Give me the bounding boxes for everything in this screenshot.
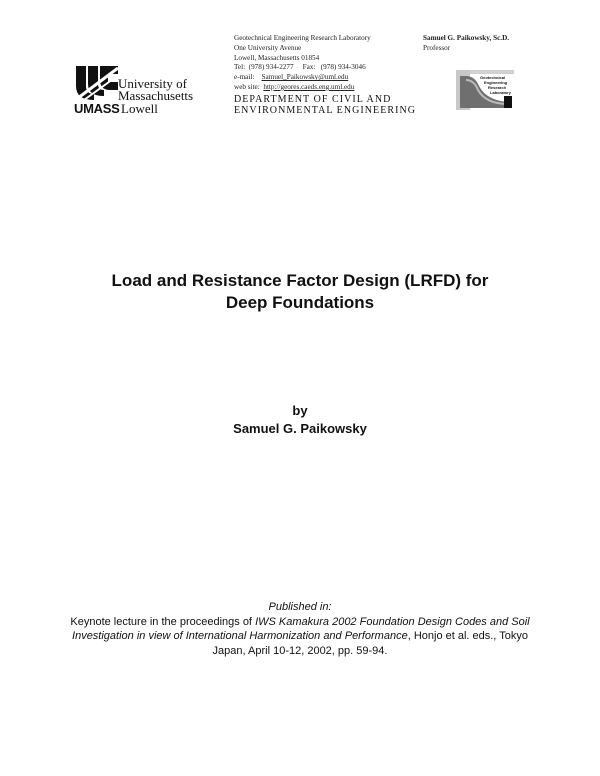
- umass-logo-mark-icon: [74, 64, 122, 102]
- department-name: [234, 94, 416, 116]
- address-line: Geotechnical Engineering Research Laboratory: [234, 34, 371, 42]
- website-line: [234, 83, 371, 93]
- email-line: [234, 73, 371, 83]
- lab-logo-line1: Geotechnical: [480, 75, 506, 80]
- by-word: by: [292, 403, 308, 418]
- publication-info: [60, 600, 540, 658]
- department-line1: DEPARTMENT OF CIVIL AND: [234, 94, 392, 105]
- published-heading: Published in:: [268, 601, 332, 613]
- lab-logo-line3: Research: [488, 85, 507, 90]
- proceedings-title: IWS Kamakura 2002 Foundation Design Codes and Soil Investigation in view of International Harmonization and Performance: [72, 615, 530, 642]
- email-link[interactable]: Samuel_Paikowsky@uml.edu: [261, 73, 349, 82]
- professor-block: [423, 34, 509, 54]
- fax-label: Fax:: [302, 63, 316, 72]
- professor-title: Professor: [423, 43, 451, 52]
- fax-number: (978) 934-3046: [320, 63, 366, 72]
- tel-label: Tel:: [234, 63, 246, 72]
- university-name: [118, 78, 193, 102]
- professor-name: Samuel G. Paikowsky, Sc.D.: [423, 34, 510, 42]
- campus-name: Lowell: [121, 101, 158, 116]
- geotechnical-lab-logo: [456, 70, 514, 110]
- byline: [60, 402, 540, 438]
- department-line2: ENVIRONMENTAL ENGINEERING: [234, 105, 416, 116]
- address-line: Lowell, Massachusetts 01854: [234, 53, 320, 62]
- publication-text-part1: Keynote lecture in the proceedings of: [70, 615, 256, 628]
- lab-logo-line2: Engineering: [484, 80, 508, 85]
- website-label: web site:: [234, 82, 260, 91]
- email-label: e-mail:: [234, 73, 255, 82]
- address-line: One University Avenue: [234, 43, 302, 52]
- document-title: [60, 270, 540, 314]
- tel-number: (978) 934-2277: [248, 63, 294, 72]
- title-line2: Deep Foundations: [225, 293, 375, 312]
- address-block: [234, 34, 371, 93]
- author-name: Samuel G. Paikowsky: [233, 421, 367, 436]
- university-name-line2: Massachusetts: [118, 88, 194, 103]
- phone-fax-line: [234, 63, 371, 73]
- publication-text-part2: , Honjo et al. eds., Tokyo Japan, April 10-12, 2002, pp. 59-94.: [212, 630, 528, 657]
- lab-logo-line4: Laboratory: [490, 90, 511, 95]
- umass-lowell-logo: [74, 64, 194, 114]
- title-line1: Load and Resistance Factor Design (LRFD) for: [111, 271, 489, 290]
- umass-brand: UMASS: [74, 101, 120, 116]
- website-link[interactable]: http://geores.caeds.eng.uml.edu: [263, 82, 355, 91]
- university-name-line1: University of: [118, 76, 187, 91]
